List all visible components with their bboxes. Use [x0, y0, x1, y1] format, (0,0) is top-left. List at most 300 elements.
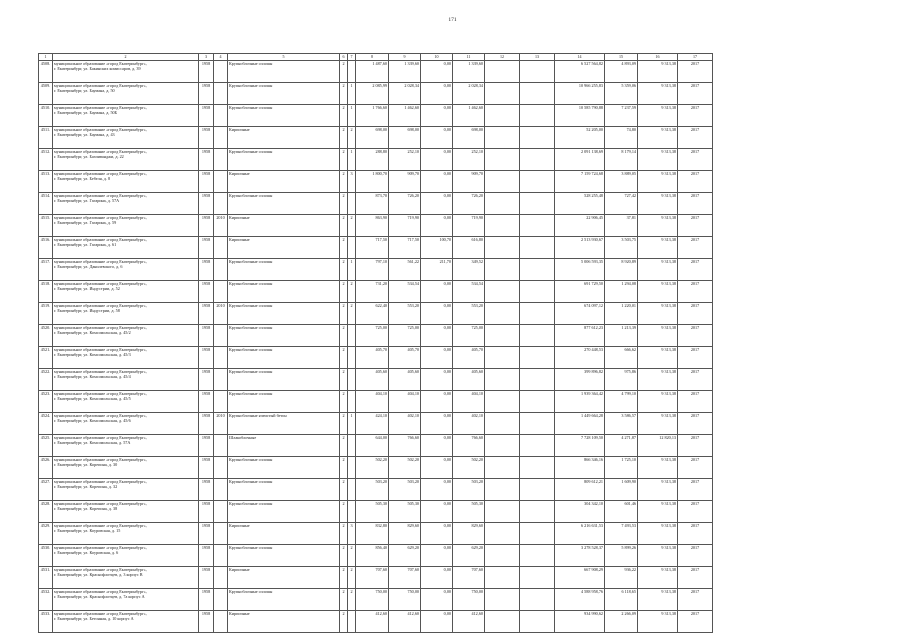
address-cell: [53, 391, 199, 413]
cost-per-m2: 74,80: [605, 127, 638, 149]
area-residential: 766,60: [453, 435, 485, 457]
empty-cell: [485, 303, 520, 325]
area-non-residential: 0,00: [421, 391, 453, 413]
area-non-residential: 0,00: [421, 303, 453, 325]
empty-cell: [485, 501, 520, 523]
planned-year: 2017: [678, 413, 713, 435]
table-row: [39, 237, 713, 259]
premises-area: 707,60: [389, 567, 421, 589]
planned-year: 2017: [678, 61, 713, 83]
year-renovated: [214, 61, 228, 83]
limit-cost: 9 313,38: [638, 523, 678, 545]
floors: 2: [340, 545, 348, 567]
cost-per-m2: 4 893,09: [605, 61, 638, 83]
empty-cell: [485, 149, 520, 171]
year-renovated: 2010: [214, 303, 228, 325]
table-row: [39, 545, 713, 567]
year-renovated: 2010: [214, 413, 228, 435]
total-area: 731,20: [356, 281, 389, 303]
column-number: 3: [199, 54, 214, 61]
year-built: 1958: [199, 347, 214, 369]
entrances: 1: [348, 105, 356, 127]
empty-cell: [520, 413, 555, 435]
empty-cell: [520, 105, 555, 127]
address-owner: муниципальное образование «город Екатеринбург»,: [54, 567, 147, 572]
repair-cost: 7 728 109,50: [555, 435, 605, 457]
area-residential: 726,20: [453, 193, 485, 215]
premises-area: 405,70: [389, 347, 421, 369]
area-residential: 1 339,60: [453, 61, 485, 83]
premises-area: 402,10: [389, 413, 421, 435]
address-cell: [53, 347, 199, 369]
address-cell: [53, 171, 199, 193]
wall-material: Крупноблочные сплошн: [228, 325, 340, 347]
floors: 2: [340, 325, 348, 347]
address-owner: муниципальное образование «город Екатеринбург»,: [54, 149, 147, 154]
repair-cost: 667 908,29: [555, 567, 605, 589]
empty-cell: [520, 435, 555, 457]
premises-area: 412,60: [389, 611, 421, 633]
premises-area: 404,10: [389, 391, 421, 413]
address-line: г. Екатеринбург, ул. Корепина, д. 38: [54, 506, 118, 512]
cost-per-m2: 601,46: [605, 501, 638, 523]
area-residential: 412,60: [453, 611, 485, 633]
year-built: 1958: [199, 457, 214, 479]
address-cell: [53, 303, 199, 325]
total-area: 503,20: [356, 479, 389, 501]
premises-area: 503,20: [389, 479, 421, 501]
total-area: 622,40: [356, 303, 389, 325]
total-area: 797,10: [356, 259, 389, 281]
address-cell: [53, 127, 199, 149]
year-renovated: [214, 83, 228, 105]
total-area: 405,70: [356, 347, 389, 369]
cost-per-m2: 6 118,65: [605, 589, 638, 611]
entrances: 2: [348, 127, 356, 149]
empty-cell: [485, 479, 520, 501]
wall-material: Кирпичные: [228, 215, 340, 237]
empty-cell: [485, 567, 520, 589]
table-row: [39, 391, 713, 413]
total-area: 1 800,70: [356, 171, 389, 193]
address-owner: муниципальное образование «город Екатеринбург»,: [54, 83, 147, 88]
entrances: [348, 325, 356, 347]
column-number: 15: [605, 54, 638, 61]
year-renovated: [214, 589, 228, 611]
address-owner: муниципальное образование «город Екатеринбург»,: [54, 479, 147, 484]
floors: 2: [340, 501, 348, 523]
premises-area: 1 462,60: [389, 105, 421, 127]
area-non-residential: 0,00: [421, 435, 453, 457]
year-built: 1958: [199, 611, 214, 633]
limit-cost: 12 820,13: [638, 435, 678, 457]
address-owner: муниципальное образование «город Екатеринбург»,: [54, 61, 147, 66]
empty-cell: [520, 545, 555, 567]
entrances: 2: [348, 589, 356, 611]
repair-cost: 4 588 958,76: [555, 589, 605, 611]
column-number: 1: [39, 54, 53, 61]
empty-cell: [485, 457, 520, 479]
repair-cost: 691 729,50: [555, 281, 605, 303]
area-residential: 505,30: [453, 501, 485, 523]
area-residential: 503,20: [453, 479, 485, 501]
floors: 2: [340, 369, 348, 391]
address-line: г. Екатеринбург, ул. Индустрии, д. 58: [54, 308, 120, 314]
row-id: 4525.: [39, 435, 53, 457]
address-line: г. Екатеринбург, ул. Данилевского, д. 6: [54, 264, 123, 270]
wall-material: Крупноблочные сплошн: [228, 149, 340, 171]
year-built: 1958: [199, 127, 214, 149]
table-row: [39, 303, 713, 325]
address-cell: [53, 237, 199, 259]
area-residential: 405,60: [453, 369, 485, 391]
empty-cell: [485, 237, 520, 259]
address-line: г. Екатеринбург, ул. Комсомольская, д. 45/4: [54, 374, 131, 380]
limit-cost: 9 313,38: [638, 105, 678, 127]
row-id: 4514.: [39, 193, 53, 215]
year-built: 1958: [199, 523, 214, 545]
cost-per-m2: 3 586,57: [605, 413, 638, 435]
limit-cost: 9 313,38: [638, 193, 678, 215]
total-area: 863,90: [356, 215, 389, 237]
wall-material: Крупноблочные сплошн: [228, 193, 340, 215]
column-number: 14: [555, 54, 605, 61]
address-cell: [53, 259, 199, 281]
total-area: 405,60: [356, 369, 389, 391]
premises-area: 2 028,34: [389, 83, 421, 105]
wall-material: Крупноблочные сплошн: [228, 501, 340, 523]
area-residential: 909,70: [453, 171, 485, 193]
area-non-residential: 0,00: [421, 479, 453, 501]
address-owner: муниципальное образование «город Екатеринбург»,: [54, 501, 147, 506]
repair-cost: 1 449 664,28: [555, 413, 605, 435]
total-area: 832,80: [356, 523, 389, 545]
table-row: [39, 83, 713, 105]
total-area: 873,70: [356, 193, 389, 215]
repair-cost: 877 612,23: [555, 325, 605, 347]
area-non-residential: 0,00: [421, 83, 453, 105]
planned-year: 2017: [678, 501, 713, 523]
repair-cost: 866 346,16: [555, 457, 605, 479]
empty-cell: [520, 149, 555, 171]
address-cell: [53, 413, 199, 435]
area-residential: 405,70: [453, 347, 485, 369]
table-row: [39, 435, 713, 457]
planned-year: 2017: [678, 479, 713, 501]
planned-year: 2017: [678, 281, 713, 303]
address-line: г. Екатеринбург, ул. Бебеля, д. 8: [54, 176, 111, 182]
year-built: 1958: [199, 391, 214, 413]
area-residential: 252,10: [453, 149, 485, 171]
year-renovated: [214, 281, 228, 303]
planned-year: 2017: [678, 391, 713, 413]
repair-cost: 6 216 631,53: [555, 523, 605, 545]
row-id: 4523.: [39, 391, 53, 413]
area-non-residential: 0,00: [421, 567, 453, 589]
wall-material: Крупноблочные сплошн: [228, 105, 340, 127]
area-residential: 629,20: [453, 545, 485, 567]
address-owner: муниципальное образование «город Екатеринбург»,: [54, 523, 147, 528]
entrances: [348, 193, 356, 215]
address-cell: [53, 611, 199, 633]
floors: 2: [340, 61, 348, 83]
area-residential: 698,00: [453, 127, 485, 149]
total-area: 750,00: [356, 589, 389, 611]
year-renovated: [214, 127, 228, 149]
planned-year: 2017: [678, 369, 713, 391]
row-id: 4519.: [39, 303, 53, 325]
planned-year: 2017: [678, 215, 713, 237]
wall-material: Крупноблочные сплошн: [228, 589, 340, 611]
area-residential: 707,60: [453, 567, 485, 589]
entrances: 2: [348, 545, 356, 567]
address-line: г. Екатеринбург, ул. Коуровская, д. 6: [54, 550, 119, 556]
address-line: г. Екатеринбург, ул. Комсомольская, д. 45/2: [54, 330, 131, 336]
entrances: 2: [348, 215, 356, 237]
planned-year: 2017: [678, 545, 713, 567]
wall-material: Крупноблочные сплошн: [228, 281, 340, 303]
column-number: 10: [421, 54, 453, 61]
row-id: 4530.: [39, 545, 53, 567]
planned-year: 2017: [678, 171, 713, 193]
entrances: 3: [348, 171, 356, 193]
limit-cost: 9 313,38: [638, 61, 678, 83]
limit-cost: 9 313,38: [638, 413, 678, 435]
area-non-residential: 0,00: [421, 149, 453, 171]
address-line: г. Екатеринбург, ул. Бауманa, д. 50Б: [54, 110, 118, 116]
address-line: г. Екатеринбург, ул. Корепина, д. 30: [54, 462, 118, 468]
limit-cost: 9 313,38: [638, 215, 678, 237]
area-non-residential: 0,00: [421, 413, 453, 435]
repair-cost: 809 612,21: [555, 479, 605, 501]
cost-per-m2: 5 359,06: [605, 83, 638, 105]
limit-cost: 9 313,38: [638, 501, 678, 523]
year-built: 1958: [199, 61, 214, 83]
floors: 2: [340, 303, 348, 325]
planned-year: 2017: [678, 523, 713, 545]
year-built: 1958: [199, 369, 214, 391]
total-area: 725,00: [356, 325, 389, 347]
year-renovated: [214, 457, 228, 479]
year-renovated: [214, 611, 228, 633]
column-number: 12: [485, 54, 520, 61]
year-built: 1958: [199, 479, 214, 501]
address-owner: муниципальное образование «город Екатеринбург»,: [54, 325, 147, 330]
year-built: 1958: [199, 435, 214, 457]
empty-cell: [520, 171, 555, 193]
address-cell: [53, 193, 199, 215]
empty-cell: [520, 215, 555, 237]
empty-cell: [520, 479, 555, 501]
premises-area: 909,70: [389, 171, 421, 193]
planned-year: 2017: [678, 127, 713, 149]
row-id: 4527.: [39, 479, 53, 501]
row-id: 4520.: [39, 325, 53, 347]
empty-cell: [485, 281, 520, 303]
premises-area: 1 339,60: [389, 61, 421, 83]
table-row: [39, 523, 713, 545]
area-residential: 719,90: [453, 215, 485, 237]
wall-material: Крупноблочные сплошн: [228, 61, 340, 83]
row-id: 4512.: [39, 149, 53, 171]
year-renovated: [214, 369, 228, 391]
area-residential: 349,52: [453, 259, 485, 281]
column-number: 5: [228, 54, 340, 61]
wall-material: Кирпичные: [228, 127, 340, 149]
empty-cell: [485, 83, 520, 105]
cost-per-m2: 7 237,59: [605, 105, 638, 127]
year-built: 1958: [199, 215, 214, 237]
planned-year: 2017: [678, 149, 713, 171]
wall-material: Крупноблочные сплошн: [228, 479, 340, 501]
area-non-residential: 0,00: [421, 545, 453, 567]
year-renovated: [214, 347, 228, 369]
wall-material: Кирпичные: [228, 237, 340, 259]
area-non-residential: 0,00: [421, 281, 453, 303]
area-residential: 402,10: [453, 413, 485, 435]
address-line: г. Екатеринбург, ул. Гагарина, д. 61: [54, 242, 117, 248]
row-id: 4511.: [39, 127, 53, 149]
area-residential: 829,60: [453, 523, 485, 545]
repair-cost: 934 990,62: [555, 611, 605, 633]
year-built: 1958: [199, 171, 214, 193]
planned-year: 2017: [678, 611, 713, 633]
cost-per-m2: 37,81: [605, 215, 638, 237]
limit-cost: 9 313,38: [638, 369, 678, 391]
limit-cost: 9 313,38: [638, 457, 678, 479]
limit-cost: 9 313,38: [638, 347, 678, 369]
address-owner: муниципальное образование «город Екатеринбург»,: [54, 611, 147, 616]
area-non-residential: 0,00: [421, 105, 453, 127]
empty-cell: [485, 215, 520, 237]
total-area: 2 085,99: [356, 83, 389, 105]
limit-cost: 9 313,38: [638, 479, 678, 501]
address-line: г. Екатеринбург, ул. Комсомольская, д. 45/5: [54, 396, 131, 402]
row-id: 4521.: [39, 347, 53, 369]
repair-cost: 270 448,53: [555, 347, 605, 369]
area-non-residential: 0,00: [421, 589, 453, 611]
floors: 2: [340, 237, 348, 259]
entrances: [348, 457, 356, 479]
address-cell: [53, 523, 199, 545]
table-row: [39, 589, 713, 611]
total-area: 424,10: [356, 413, 389, 435]
address-line: г. Екатеринбург, ул. Бакинских комиссаров, д. 39: [54, 66, 141, 72]
empty-cell: [485, 61, 520, 83]
address-owner: муниципальное образование «город Екатеринбург»,: [54, 281, 147, 286]
floors: 2: [340, 105, 348, 127]
repair-cost: 2 091 138,69: [555, 149, 605, 171]
empty-cell: [485, 413, 520, 435]
limit-cost: 9 313,38: [638, 611, 678, 633]
column-number: 7: [348, 54, 356, 61]
floors: 2: [340, 523, 348, 545]
table-row: [39, 259, 713, 281]
address-owner: муниципальное образование «город Екатеринбург»,: [54, 545, 147, 550]
floors: 2: [340, 171, 348, 193]
address-owner: муниципальное образование «город Екатеринбург»,: [54, 589, 147, 594]
floors: 2: [340, 567, 348, 589]
planned-year: 2017: [678, 457, 713, 479]
year-built: 1958: [199, 281, 214, 303]
address-line: г. Екатеринбург, ул. Комсомольская, д. 45/3: [54, 352, 131, 358]
year-renovated: [214, 259, 228, 281]
floors: 2: [340, 149, 348, 171]
repair-cost: 2 513 930,67: [555, 237, 605, 259]
premises-area: 766,60: [389, 435, 421, 457]
total-area: 707,60: [356, 567, 389, 589]
wall-material: Крупноблочные сплошн: [228, 83, 340, 105]
row-id: 4516.: [39, 237, 53, 259]
cost-per-m2: 1 294,08: [605, 281, 638, 303]
area-non-residential: 0,00: [421, 193, 453, 215]
address-owner: муниципальное образование «город Екатеринбург»,: [54, 391, 147, 396]
empty-cell: [520, 589, 555, 611]
floors: 2: [340, 259, 348, 281]
area-residential: 553,20: [453, 303, 485, 325]
year-renovated: [214, 479, 228, 501]
table-row: [39, 215, 713, 237]
entrances: [348, 347, 356, 369]
year-renovated: [214, 149, 228, 171]
empty-cell: [520, 237, 555, 259]
entrances: [348, 435, 356, 457]
table-row: [39, 325, 713, 347]
row-id: 4518.: [39, 281, 53, 303]
address-owner: муниципальное образование «город Екатеринбург»,: [54, 105, 147, 110]
entrances: [348, 391, 356, 413]
year-built: 1958: [199, 105, 214, 127]
year-built: 1958: [199, 259, 214, 281]
empty-cell: [520, 457, 555, 479]
address-cell: [53, 457, 199, 479]
row-id: 4526.: [39, 457, 53, 479]
year-built: 1958: [199, 83, 214, 105]
total-area: 404,10: [356, 391, 389, 413]
table-row: [39, 457, 713, 479]
address-line: г. Екатеринбург, ул. Бауманa, д. 43: [54, 132, 115, 138]
cost-per-m2: 8 920,89: [605, 259, 638, 281]
empty-cell: [485, 435, 520, 457]
planned-year: 2017: [678, 237, 713, 259]
address-cell: [53, 61, 199, 83]
year-built: 1958: [199, 303, 214, 325]
premises-area: 553,20: [389, 303, 421, 325]
empty-cell: [520, 303, 555, 325]
floors: 2: [340, 347, 348, 369]
entrances: [348, 61, 356, 83]
column-number: 16: [638, 54, 678, 61]
area-non-residential: 0,00: [421, 61, 453, 83]
total-area: 502,20: [356, 457, 389, 479]
row-id: 4533.: [39, 611, 53, 633]
premises-area: 829,60: [389, 523, 421, 545]
row-id: 4517.: [39, 259, 53, 281]
premises-area: 252,10: [389, 149, 421, 171]
cost-per-m2: 3 503,75: [605, 237, 638, 259]
wall-material: Кирпичные: [228, 611, 340, 633]
premises-area: 405,60: [389, 369, 421, 391]
area-non-residential: 0,00: [421, 457, 453, 479]
limit-cost: 9 313,38: [638, 567, 678, 589]
column-number: 17: [678, 54, 713, 61]
row-id: 4510.: [39, 105, 53, 127]
address-cell: [53, 215, 199, 237]
total-area: 856,40: [356, 545, 389, 567]
table-row: [39, 149, 713, 171]
table-row: [39, 413, 713, 435]
address-line: г. Екатеринбург, ул. Корепина, д. 32: [54, 484, 118, 490]
